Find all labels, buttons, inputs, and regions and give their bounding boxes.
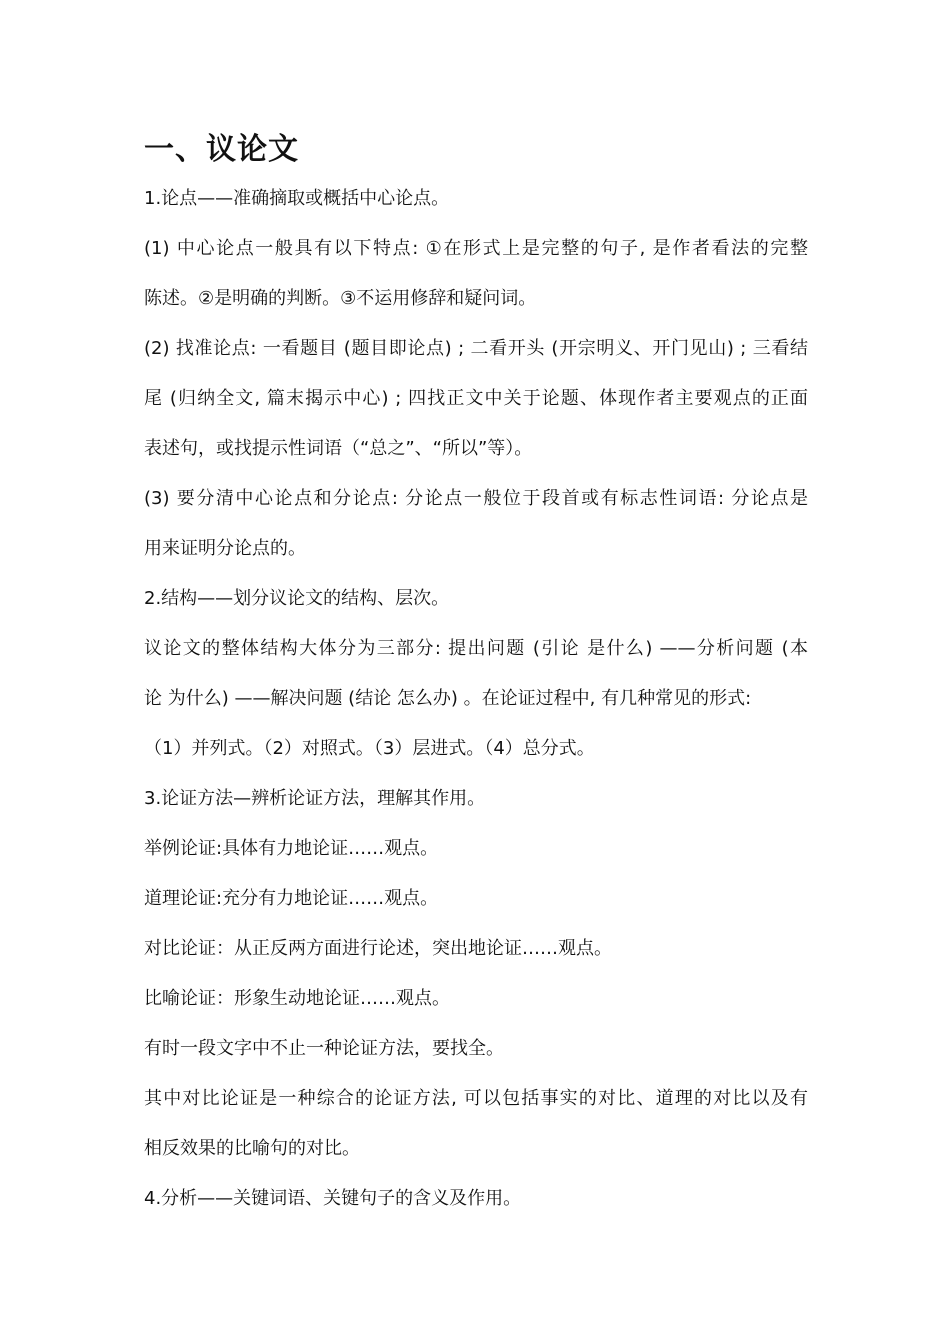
methods-heading: 3.论证方法—辨析论证方法，理解其作用。 [144,788,486,809]
text-line: 道理论证:充分有力地论证……观点。 [144,888,439,909]
text-line: 论 为什么) ——解决问题 (结论 怎么办) 。在论证过程中, 有几种常见的形式: [144,688,752,709]
text-line: 有时一段文字中不止一种论证方法，要找全。 [144,1038,504,1059]
text-line: 相反效果的比喻句的对比。 [144,1138,360,1159]
text-line: 其中对比论证是一种综合的论证方法, 可以包括事实的对比、道理的对比以及有 [144,1088,808,1109]
text-line: (3) 要分清中心论点和分论点: 分论点一般位于段首或有标志性词语: 分论点是 [144,488,808,509]
document-body [144,174,808,1224]
text-line: (2) 找准论点: 一看题目 (题目即论点) ; 二看开头 (开宗明义、开门见山) ; 三看结 [144,338,808,359]
text-line: 表述句，或找提示性词语（“总之”、“所以”等）。 [144,438,533,459]
text-line: （1）并列式。（2）对照式。（3）层进式。（4）总分式。 [144,738,595,759]
text-line: 比喻论证：形象生动地论证……观点。 [144,988,450,1009]
text-line: 举例论证:具体有力地论证……观点。 [144,838,439,859]
structure-heading: 2.结构——划分议论文的结构、层次。 [144,588,450,609]
text-line: (1) 中心论点一般具有以下特点: ①在形式上是完整的句子, 是作者看法的完整 [144,238,808,259]
section-heading: 一、议论文 [144,132,299,167]
analysis-heading: 4.分析——关键词语、关键句子的含义及作用。 [144,1188,522,1209]
point-heading: 1.论点——准确摘取或概括中心论点。 [144,188,450,209]
text-line: 陈述。②是明确的判断。③不运用修辞和疑问词。 [144,288,537,309]
text-line: 议论文的整体结构大体分为三部分: 提出问题 (引论 是什么) ——分析问题 (本 [144,638,808,659]
text-line: 用来证明分论点的。 [144,538,306,559]
text-line: 对比论证：从正反两方面进行论述，突出地论证……观点。 [144,938,612,959]
text-line: 尾 (归纳全文, 篇末揭示中心) ; 四找正文中关于论题、体现作者主要观点的正面 [144,388,808,409]
